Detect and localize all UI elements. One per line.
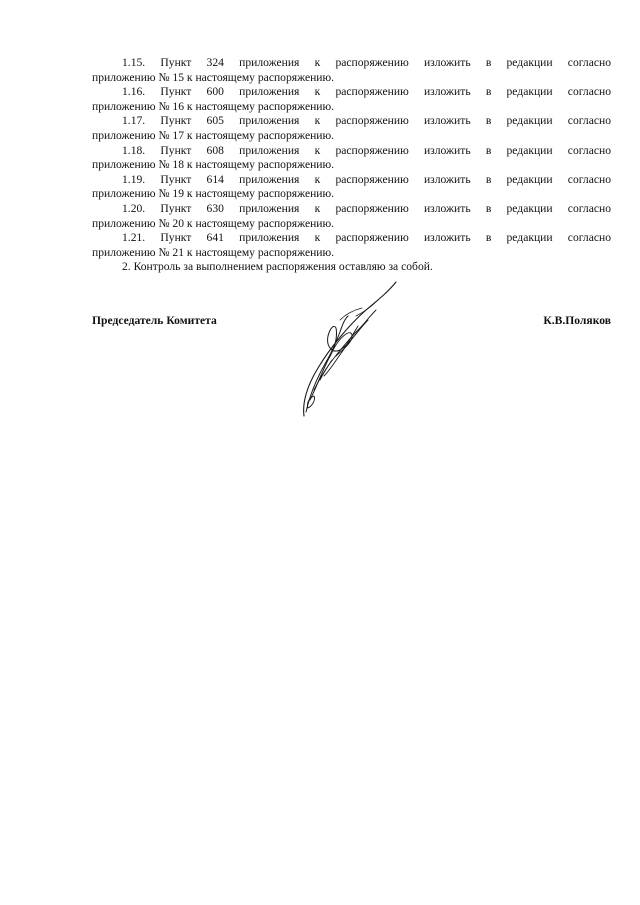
paragraph-1-21 bbox=[92, 231, 611, 260]
paragraph-1-20 bbox=[92, 202, 611, 231]
paragraph-1-17 bbox=[92, 114, 611, 143]
paragraph-line: приложению № 19 к настоящему распоряжению. bbox=[92, 187, 335, 201]
signatory-title: Председатель Комитета bbox=[92, 314, 217, 327]
paragraph-1-15 bbox=[92, 56, 611, 85]
paragraph-line: 1.21. Пункт 641 приложения к распоряжению изложить в редакции согласно bbox=[122, 231, 611, 245]
paragraph-line: 1.20. Пункт 630 приложения к распоряжению изложить в редакции согласно bbox=[122, 201, 611, 215]
paragraph-line: приложению № 21 к настоящему распоряжению. bbox=[92, 245, 335, 259]
document-body bbox=[92, 56, 611, 275]
paragraph-line: приложению № 16 к настоящему распоряжению. bbox=[92, 99, 335, 113]
paragraph-line: 1.19. Пункт 614 приложения к распоряжению изложить в редакции согласно bbox=[122, 172, 611, 186]
handwritten-signature bbox=[296, 280, 416, 420]
paragraph-1-18 bbox=[92, 144, 611, 173]
paragraph-1-16 bbox=[92, 85, 611, 114]
paragraph-line: приложению № 15 к настоящему распоряжению. bbox=[92, 70, 335, 84]
paragraph-line: 1.16. Пункт 600 приложения к распоряжению изложить в редакции согласно bbox=[122, 85, 611, 99]
signature-stroke bbox=[304, 282, 396, 416]
paragraph-line: приложению № 20 к настоящему распоряжению. bbox=[92, 216, 335, 230]
paragraph-line: 1.15. Пункт 324 приложения к распоряжению изложить в редакции согласно bbox=[122, 56, 611, 69]
paragraph-2: 2. Контроль за выполнением распоряжения оставляю за собой. bbox=[122, 260, 433, 274]
paragraph-line: 1.18. Пункт 608 приложения к распоряжению изложить в редакции согласно bbox=[122, 143, 611, 157]
signature-stroke bbox=[310, 320, 368, 400]
paragraph-1-19 bbox=[92, 173, 611, 202]
paragraph-line: приложению № 18 к настоящему распоряжению. bbox=[92, 158, 335, 172]
paragraph-line: приложению № 17 к настоящему распоряжению. bbox=[92, 128, 335, 142]
signatory-name: К.В.Поляков bbox=[543, 314, 611, 327]
signature-stroke bbox=[306, 316, 348, 412]
paragraph-line: 1.17. Пункт 605 приложения к распоряжению изложить в редакции согласно bbox=[122, 114, 611, 128]
